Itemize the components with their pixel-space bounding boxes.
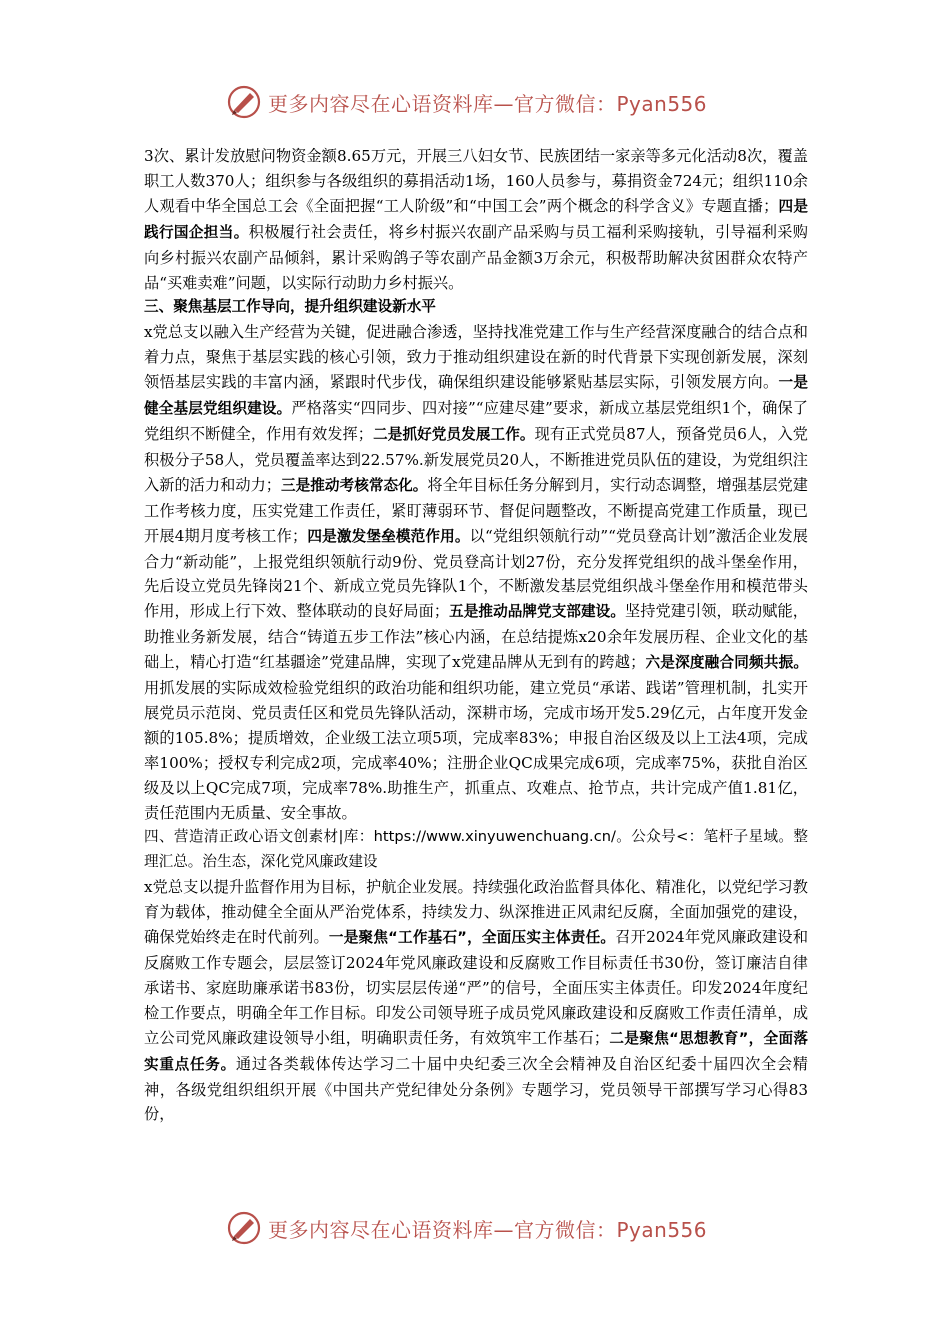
paragraph-2: x党总支以融入生产经营为关键，促进融合渗透，坚持找准党建工作与生产经营深度融合的结合点和着力点，聚焦于基层实践的核心引领，致力于推动组织建设在新的时代背景下实现创新发展，深刻领悟基层实践的丰富内涵，紧跟时代步伐，确保组织建设能够紧贴基层实际，引领发展方向。一是健全基层党组织建设。严格落实“四同步、四对接”“应建尽建”要求，新成立基层党组织1个，确保了党组织不断健全，作用有效发挥；二是抓好党员发展工作。现有正式党员87人，预备党员6人，入党积极分子58人，党员覆盖率达到22.57%.新发展党员20人，不断推进党员队伍的建设，为党组织注入新的活力和动力；三是推动考核常态化。将全年目标任务分解到月，实行动态调整，增强基层党建工作考核力度，压实党建工作责任，紧盯薄弱环节、督促问题整改，不断提高党建工作质量，现已开展4期月度考核工作；四是激发堡垒模范作用。以“党组织领航行动”“党员登高计划”激活企业发展合力“新动能”，上报党组织领航行动9份、党员登高计划27份，充分发挥党组织的战斗堡垒作用，先后设立党员先锋岗21个、新成立党员先锋队1个，不断激发基层党组织战斗堡垒作用和模范带头作用，形成上行下效、整体联动的良好局面；五是推动品牌党支部建设。坚持党建引领，联动赋能，助推业务新发展，结合“铸道五步工作法”核心内涵，在总结提炼x20余年发展历程、企业文化的基础上，精心打造“红基疆途”党建品牌，实现了x党建品牌从无到有的跨越；六是深度融合同频共振。用抓发展的实际成效检验党组织的政治功能和组织功能，建立党员“承诺、践诺”管理机制，扎实开展党员示范岗、党员责任区和党员先锋队活动，深耕市场，完成市场开发5.29亿元，占年度开发金额的105.8%；提质增效，企业级工法立项5项，完成率83%；申报自治区级及以上工法4项，完成率100%；授权专利完成2项，完成率40%；注册企业QC成果完成6项，完成率75%，获批自治区级及以上QC完成7项，完成率78%.助推生产，抓重点、攻难点、抢节点，共计完成产值1.81亿，责任范围内无质量、安全事故。 (144, 323, 808, 822)
banner-text: 更多内容尽在心语资料库—官方微信：Pyan556 (268, 91, 708, 116)
paragraph-3: x党总支以提升监督作用为目标，护航企业发展。持续强化政治监督具体化、精准化，以党纪学习教育为载体，推动健全全面从严治党体系，持续发力、纵深推进正风肃纪反腐，全面加强党的建设，确保党始终走在时代前列。一是聚焦“工作基石”，全面压实主体责任。召开2024年党风廉政建设和反腐败工作专题会，层层签订2024年党风廉政建设和反腐败工作目标责任书30份，签订廉洁自律承诺书、家庭助廉承诺书83份，切实层层传递“严”的信号，全面压实主体责任。印发2024年度纪检工作要点，明确全年工作目标。印发公司领导班子成员党风廉政建设和反腐败工作责任清单，成立公司党风廉政建设领导小组，明确职责任务，有效筑牢工作基石；二是聚焦“思想教育”，全面落实重点任务。通过各类载体传达学习二十届中央纪委三次全会精神及自治区纪委十届四次全会精神，各级党组织组织开展《中国共产党纪律处分条例》专题学习，党员领导干部撰写学习心得83份， (144, 878, 809, 1124)
pen-logo-icon (226, 84, 262, 120)
header-banner (226, 82, 707, 122)
heading-section-3: 三、聚焦基层工作导向，提升组织建设新水平 (144, 298, 436, 316)
pen-logo-icon (226, 1210, 262, 1246)
paragraph-1: 3次、累计发放慰问物资金额8.65万元，开展三八妇女节、民族团结一家亲等多元化活动8次，覆盖职工人数370人；组织参与各级组织的募捐活动1场，160人员参与，募捐资金724元；组织110余人观看中华全国总工会《全面把握“工人阶级”和“中国工会”两个概念的科学含义》专题直播；四是践行国企担当。积极履行社会责任，将乡村振兴农副产品采购与员工福利采购接轨，引导福利采购向乡村振兴农副产品倾斜，累计采购鸽子等农副产品金额3万余元，积极帮助解决贫困群众农特产品“买难卖难”问题，以实际行动助力乡村振兴。 (144, 147, 808, 292)
banner-text: 更多内容尽在心语资料库—官方微信：Pyan556 (268, 1217, 708, 1242)
footer-banner (226, 1208, 707, 1248)
heading-section-4: 四、营造清正政心语文创素材|库：https://www.xinyuwenchuang.cn/。公众号<：笔杆子星域。整理汇总。治生态，深化党风廉政建设 (144, 828, 808, 871)
document-body (144, 144, 808, 1127)
